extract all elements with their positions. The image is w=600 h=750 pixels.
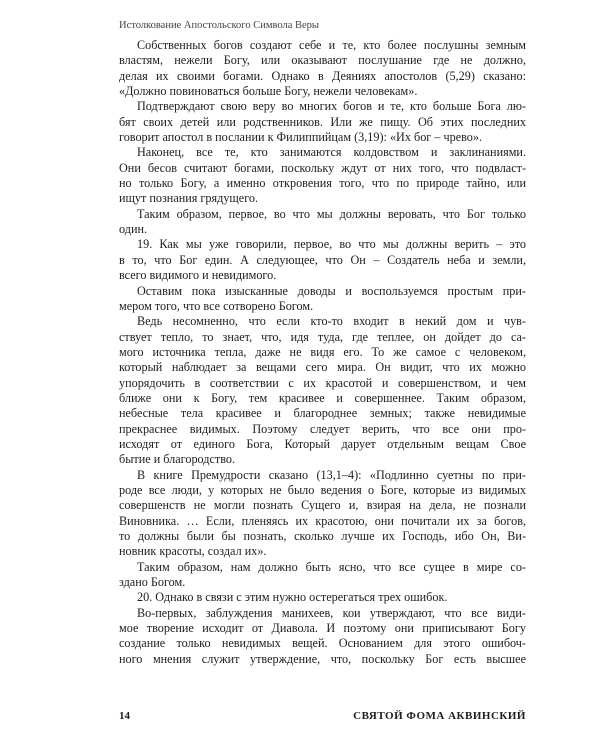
text-line: 19. Как мы уже говорили, первое, во что мы должны верить – это bbox=[137, 237, 526, 252]
text-line: мое творение исходит от Диавола. И поэтому они приписывают Богу bbox=[119, 621, 526, 636]
text-line: прекраснее видимых. Поэтому следует верить, что все они про- bbox=[119, 421, 526, 436]
text-line: Подтверждают свою веру во многих богов и те, кто больше Бога лю- bbox=[137, 99, 526, 114]
text-line: совершенств не могли познать Сущего и, взирая на дела, не познали bbox=[119, 498, 526, 513]
text-line: ствует тепло, то знает, что, идя туда, где теплее, он дойдет до са- bbox=[119, 329, 526, 344]
text-line: властям, нежели Богу, или оказывают послушание где не должно, bbox=[119, 53, 526, 68]
footer-author: СВЯТОЙ ФОМА АКВИНСКИЙ bbox=[353, 710, 526, 722]
text-line: Оставим пока изысканные доводы и воспользуемся простым при- bbox=[137, 283, 526, 298]
paragraph bbox=[119, 606, 526, 667]
text-line: говорит апостол в послании к Филиппийцам (3,19): «Их бог – чрево». bbox=[119, 130, 483, 145]
body-text bbox=[119, 38, 526, 667]
text-line: Во-первых, заблуждения манихеев, кои утверждают, что все види- bbox=[137, 605, 526, 620]
paragraph bbox=[119, 314, 526, 467]
text-line: Они бесов считают богами, поскольку ждут от них того, что подвласт- bbox=[119, 160, 526, 175]
text-line: мого источника тепла, даже не видя его. То же самое с человеком, bbox=[119, 344, 526, 359]
text-line: ближе они к Богу, тем красивее и совершеннее. Таким образом, bbox=[119, 390, 526, 405]
text-line: бят своих детей или родственников. Или же пищу. Об этих последних bbox=[119, 114, 526, 129]
text-line: бытие и благородство. bbox=[119, 452, 236, 467]
running-header: Истолкование Апостольского Символа Веры bbox=[119, 20, 319, 31]
paragraph bbox=[119, 237, 526, 283]
text-line: Таким образом, первое, во что мы должны веровать, что Бог только bbox=[137, 206, 526, 221]
text-line: исходят от единого Бога, Который дарует отдельным вещам Свое bbox=[119, 436, 526, 451]
paragraph bbox=[119, 207, 526, 238]
text-line: создание только невидимых вещей. Основанием для этого ошибоч- bbox=[119, 636, 526, 651]
text-line: небесные тела красивее и благороднее земных; также невидимые bbox=[119, 406, 526, 421]
paragraph bbox=[119, 284, 526, 315]
page-number: 14 bbox=[119, 710, 130, 722]
paragraph bbox=[119, 38, 526, 99]
text-line: Ведь несомненно, что если кто-то входит в некий дом и чув- bbox=[137, 314, 526, 329]
text-line: роде все люди, у которых не было ведения о Боге, которые из видимых bbox=[119, 482, 526, 497]
text-line: в то, что Бог един. А следующее, что Он – Создатель неба и земли, bbox=[119, 252, 526, 267]
text-line: Собственных богов создают себе и те, кто более послушны земным bbox=[137, 38, 526, 52]
text-line: который наблюдает за вещами сего мира. Он видит, что их можно bbox=[119, 360, 526, 375]
text-line: ного мнения служит утверждение, что, поскольку Бог есть высшее bbox=[119, 651, 526, 666]
text-line: то должны были бы познать, сколько лучше их Господь, ибо Он, Ви- bbox=[119, 529, 526, 543]
text-line: один. bbox=[119, 222, 148, 237]
text-line: но только Богу, а именно откровения того, что по природе тайно, или bbox=[119, 176, 526, 191]
text-line: «Должно повиноваться больше Богу, нежели человекам». bbox=[119, 84, 418, 99]
text-line: Виновника. … Если, пленяясь их красотою, они почитали их за богов, bbox=[119, 513, 526, 528]
text-line: новник красоты, создал их». bbox=[119, 544, 267, 559]
text-line: здано Богом. bbox=[119, 575, 186, 590]
text-line: ищут познания грядущего. bbox=[119, 191, 259, 206]
paragraph bbox=[119, 468, 526, 560]
text-line: всего видимого и невидимого. bbox=[119, 268, 277, 283]
text-line: Наконец, все те, кто занимаются колдовством и заклинаниями. bbox=[137, 145, 526, 160]
text-line: В книге Премудрости сказано (13,1–4): «Подлинно суетны по при- bbox=[137, 467, 526, 482]
text-line: упорядочить в соответствии с их красотой и совершенством, и чем bbox=[119, 375, 526, 390]
paragraph bbox=[119, 560, 526, 591]
paragraph bbox=[119, 99, 526, 145]
text-line: мером того, что все сотворено Богом. bbox=[119, 298, 314, 313]
text-line: Таким образом, нам должно быть ясно, что все сущее в мире со- bbox=[137, 559, 526, 574]
text-line: 20. Однако в связи с этим нужно остерегаться трех ошибок. bbox=[137, 590, 448, 605]
paragraph bbox=[119, 145, 526, 206]
text-line: делая их своими богами. Однако в Деяниях апостолов (5,29) сказано: bbox=[119, 68, 526, 83]
paragraph bbox=[119, 590, 526, 605]
